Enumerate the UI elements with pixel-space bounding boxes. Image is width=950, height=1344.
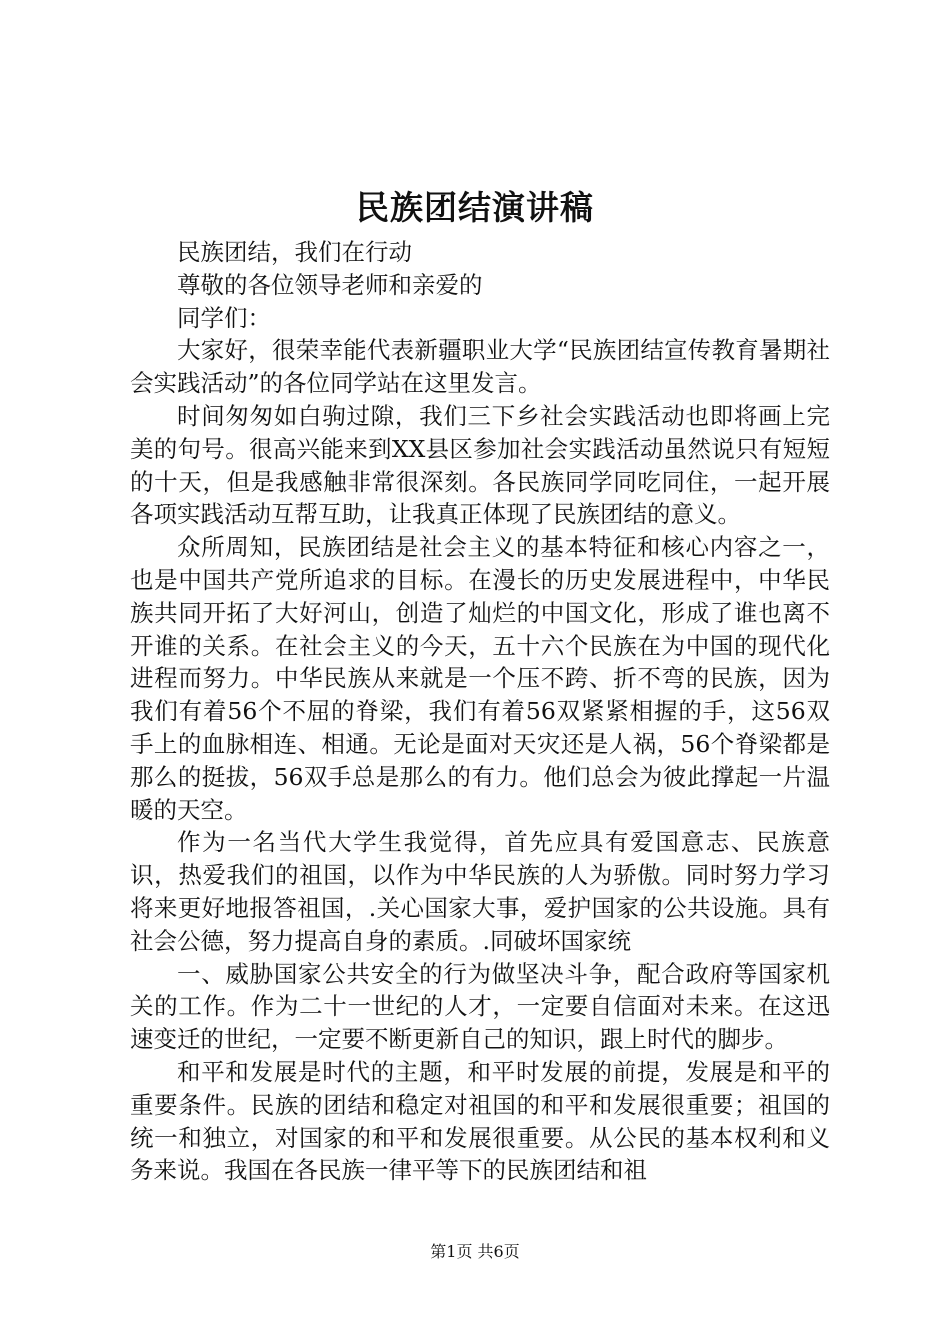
document-title: 民族团结演讲稿	[356, 188, 594, 227]
paragraph-subtitle: 民族团结，我们在行动	[177, 238, 412, 266]
paragraph-practice: 时间匆匆如白驹过隙，我们三下乡社会实践活动也即将画上完美的句号。很高兴能来到XX县区参加社会实践活动虽然说只有短短的十天，但是我感触非常很深刻。各民族同学同吃同住，一起开展各项实践活动互帮互助，让我真正体现了民族团结的意义。	[130, 401, 830, 529]
paragraph-peace: 和平和发展是时代的主题，和平时发展的前提，发展是和平的重要条件。民族的团结和稳定对祖国的和平和发展很重要；祖国的统一和独立，对国家的和平和发展很重要。从公民的基本权利和义务来说。我国在各民族一律平等下的民族团结和祖	[130, 1057, 830, 1185]
paragraph-security: 一、威胁国家公共安全的行为做坚决斗争，配合政府等国家机关的工作。作为二十一世纪的人才，一定要自信面对未来。在这迅速变迁的世纪，一定要不断更新自己的知识，跟上时代的脚步。	[130, 959, 830, 1054]
document-body	[130, 236, 830, 1187]
paragraph-unity: 众所周知，民族团结是社会主义的基本特征和核心内容之一，也是中国共产党所追求的目标。在漫长的历史发展进程中，中华民族共同开拓了大好河山，创造了灿烂的中国文化，形成了谁也离不开谁的关系。在社会主义的今天，五十六个民族在为中国的现代化进程而努力。中华民族从来就是一个压不跨、折不弯的民族，因为我们有着56个不屈的脊梁，我们有着56双紧紧相握的手，这56双手上的血脉相连、相通。无论是面对天灾还是人祸，56个脊梁都是那么的挺拔，56双手总是那么的有力。他们总会为彼此撑起一片温暖的天空。	[130, 533, 830, 824]
paragraph-salutation: 尊敬的各位领导老师和亲爱的	[177, 270, 483, 299]
paragraph-salutation-cont: 同学们：	[177, 303, 271, 332]
paragraph-student-role: 作为一名当代大学生我觉得，首先应具有爱国意志、民族意识，热爱我们的祖国，以作为中华民族的人为骄傲。同时努力学习将来更好地报答祖国，.关心国家大事，爱护国家的公共设施。具有社会公德，努力提高自身的素质。.同破坏国家统	[130, 828, 830, 955]
page-footer: 第1页 共6页	[430, 1242, 520, 1261]
paragraph-greeting: 大家好，很荣幸能代表新疆职业大学“民族团结宣传教育暑期社会实践活动”的各位同学站在这里发言。	[130, 336, 830, 398]
